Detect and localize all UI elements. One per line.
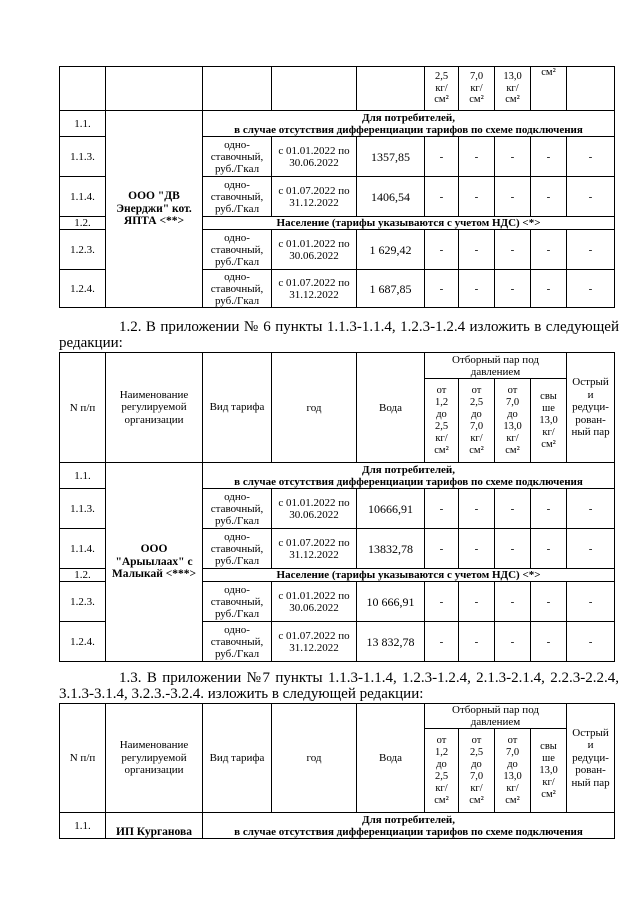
org-name: ИП Курганова: [106, 813, 203, 839]
table-row: 1.1.4. одно-ставочный, руб./Гкал с 01.07.2022 по 31.12.2022 1406,54 - - - - -: [60, 177, 615, 217]
header-year: год: [272, 353, 357, 463]
header-steam-4: свы ше 13,0 кг/ см²: [531, 379, 567, 463]
row-num: 1.1.: [60, 111, 106, 137]
header-steam-1: от 1,2 до 2,5 кг/ см²: [425, 379, 459, 463]
group-heading: Для потребителей, в случае отсутствия дифференциации тарифов по схеме подключения: [203, 111, 615, 137]
header-steam-3: от 7,0 до 13,0 кг/ см²: [495, 379, 531, 463]
paragraph-1-2: 1.2. В приложении № 6 пункты 1.1.3-1.1.4, 1.2.3-1.2.4 изложить в следующей редакции:: [59, 319, 619, 351]
header-org: Наименование регулируемой организации: [106, 353, 203, 463]
header-steam: Отборный пар под давлением: [425, 353, 567, 379]
group-heading: Население (тарифы указываются с учетом НДС) <*>: [203, 217, 615, 230]
group-heading: Для потребителей, в случае отсутствия дифференциации тарифов по схеме подключения: [203, 813, 615, 839]
table-row: 1.2.4. одно-ставочный, руб./Гкал с 01.07.2022 по 31.12.2022 1 687,85 - - - - -: [60, 270, 615, 308]
header-steam-2: от 2,5 до 7,0 кг/ см²: [459, 379, 495, 463]
table-row: 1.2.3. одно-ставочный, руб./Гкал с 01.01.2022 по 30.06.2022 1 629,42 - - - - -: [60, 230, 615, 270]
header-tail-c1: 2,5 кг/ см²: [425, 67, 459, 111]
header-num: N п/п: [60, 353, 106, 463]
header-tail-c2: 7,0 кг/ см²: [459, 67, 495, 111]
org-name: ООО "ДВ Энерджи" кот. ЯПТА <**>: [106, 111, 203, 308]
header-tail-c3: 13,0 кг/ см²: [495, 67, 531, 111]
table-row: 1.1.3. одно-ставочный, руб./Гкал с 01.01.2022 по 30.06.2022 1357,85 - - - - -: [60, 137, 615, 177]
header-tail-c4: см²: [531, 67, 567, 111]
table-row: 1.1.3. одно-ставочный, руб./Гкал с 01.01.2022 по 30.06.2022 10666,91 - - - - -: [60, 489, 615, 529]
group-heading: Для потребителей, в случае отсутствия дифференциации тарифов по схеме подключения: [203, 463, 615, 489]
tariff-table-1: 2,5 кг/ см² 7,0 кг/ см² 13,0 кг/ см² см² 1.1. ООО "ДВ Энерджи" кот. ЯПТА <**> Для потребителей, в случае отсутствия дифференциации тарифов по схеме подключения 1.1.3. одно-ставочный, руб./Гкал с 01.01.2022 по 30.06.2022 1357,85 - - - - - 1.1.4. одно-ставочный, руб./Гкал с 01.07.2022 по 31.12.2022 1406,54 - - - - - 1.2. Население (тарифы указываются с учетом НДС) <*> 1.2.3. одно-ставочный, руб./Гкал с 01.01.2022 по 30.06.2022 1 629,42 - - - - - 1.2.4. одно-ставочный, руб./Гкал с 01.07.2022 по 31.12.2022 1 687,85 - - - - -: [59, 66, 615, 308]
header-water: Вода: [357, 353, 425, 463]
table-row: 1.2.3. одно-ставочный, руб./Гкал с 01.01.2022 по 30.06.2022 10 666,91 - - - - -: [60, 582, 615, 622]
header-type: Вид тарифа: [203, 353, 272, 463]
table-row: 1.1.4. одно-ставочный, руб./Гкал с 01.07.2022 по 31.12.2022 13832,78 - - - - -: [60, 529, 615, 569]
tariff-table-2: N п/п Наименование регулируемой организации Вид тарифа год Вода Отборный пар под давлением Острый и редуци-рован-ный пар от 1,2 до 2,5 кг/ см² от 2,5 до 7,0 кг/ см² от 7,0 до 13,0 кг/ см² свы ше 13,0 кг/ см² 1.1. ООО "Арыылаах" с Малыкай <***> Для потребителей, в случае отсутствия дифференциации тарифов по схеме подключения 1.1.3. одно-ставочный, руб./Гкал с 01.01.2022 по 30.06.2022 10666,91 - - - - - 1.1.4. одно-ставочный, руб./Гкал с 01.07.2022 по 31.12.2022 13832,78 - - - - - 1.2. Население (тарифы указываются с учетом НДС) <*> 1.2.3. одно-ставочный, руб./Гкал с 01.01.2022 по 30.06.2022 10 666,91 - - - - - 1.2.4. одно-ставочный, руб./Гкал с 01.07.2022 по 31.12.2022 13 832,78 - - - - -: [59, 352, 615, 662]
paragraph-1-3: 1.3. В приложении №7 пункты 1.1.3-1.1.4, 1.2.3-1.2.4, 2.1.3-2.1.4, 2.2.3-2.2.4, 3.1.3-3.1.4, 3.2.3.-3.2.4. изложить в следующей редакции:: [59, 670, 619, 702]
table-row: 1.2.4. одно-ставочный, руб./Гкал с 01.07.2022 по 31.12.2022 13 832,78 - - - - -: [60, 622, 615, 662]
org-name: ООО "Арыылаах" с Малыкай <***>: [106, 463, 203, 662]
group-heading: Население (тарифы указываются с учетом НДС) <*>: [203, 569, 615, 582]
tariff-table-3: N п/п Наименование регулируемой организации Вид тарифа год Вода Отборный пар под давлением Острый и редуци-рован-ный пар от 1,2 до 2,5 кг/ см² от 2,5 до 7,0 кг/ см² от 7,0 до 13,0 кг/ см² свы ше 13,0 кг/ см² 1.1. ИП Курганова Для потребителей, в случае отсутствия дифференциации тарифов по схеме подключения: [59, 703, 615, 839]
header-sharp: Острый и редуци-рован-ный пар: [567, 353, 615, 463]
